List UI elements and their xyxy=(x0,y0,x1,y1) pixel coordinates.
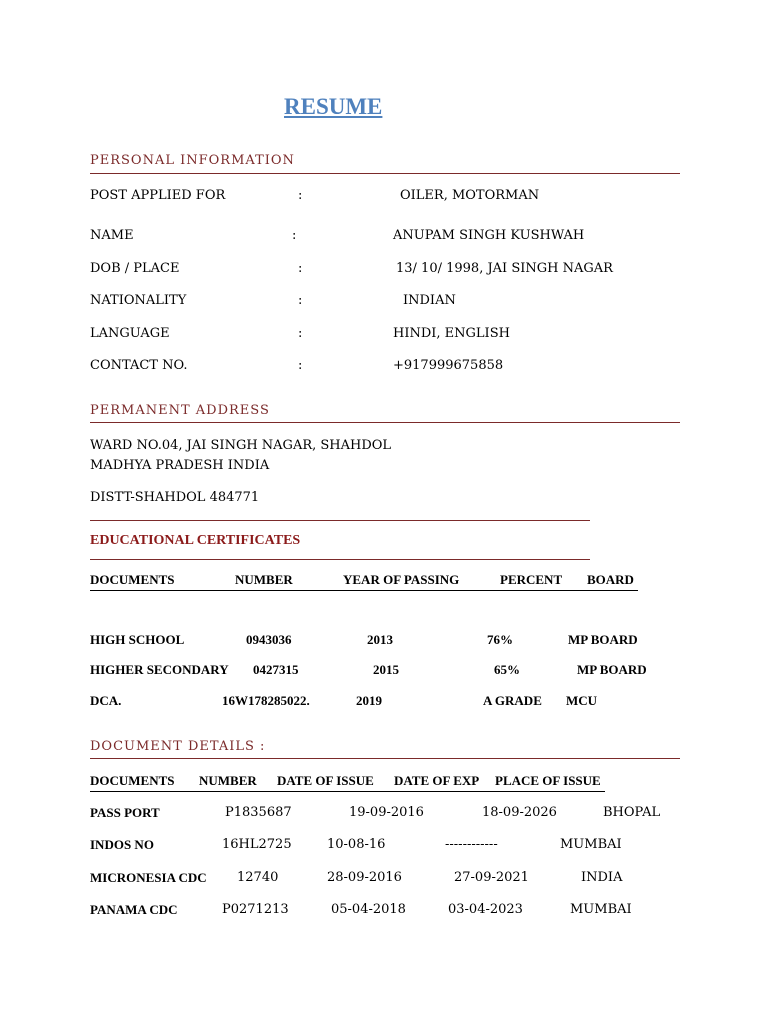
sep-nationality: : xyxy=(298,293,303,308)
edu-header-underline xyxy=(90,590,638,591)
education-heading: EDUCATIONAL CERTIFICATES xyxy=(90,533,301,548)
edu-row-2-year: 2015 xyxy=(373,662,399,677)
doc-row-2-number: 16HL2725 xyxy=(222,837,292,852)
address-heading: PERMANENT ADDRESS xyxy=(90,403,270,418)
doc-row-3-place: INDIA xyxy=(581,870,623,885)
doc-row-2-place: MUMBAI xyxy=(560,837,622,852)
edu-col-number: NUMBER xyxy=(235,572,293,587)
edu-row-3-board: MCU xyxy=(566,693,598,708)
doc-row-1-document: PASS PORT xyxy=(90,805,160,820)
document-details-heading: DOCUMENT DETAILS : xyxy=(90,739,266,754)
doc-row-4-number: P0271213 xyxy=(222,902,289,917)
doc-col-date-issue: DATE OF ISSUE xyxy=(277,773,374,788)
document-details-rule xyxy=(90,758,680,759)
label-dob-place: DOB / PLACE xyxy=(90,261,180,276)
value-dob-place: 13/ 10/ 1998, JAI SINGH NAGAR xyxy=(396,261,613,276)
value-contact: +917999675858 xyxy=(393,358,504,373)
sep-language: : xyxy=(298,326,303,341)
doc-row-1-date-exp: 18-09-2026 xyxy=(482,805,557,820)
doc-row-1-date-issue: 19-09-2016 xyxy=(349,805,424,820)
edu-row-2-percent: 65% xyxy=(494,662,520,677)
doc-col-place: PLACE OF ISSUE xyxy=(495,773,601,788)
sep-name: : xyxy=(292,228,297,243)
doc-row-4-place: MUMBAI xyxy=(570,902,632,917)
doc-row-2-document: INDOS NO xyxy=(90,837,154,852)
doc-row-4-date-exp: 03-04-2023 xyxy=(448,902,523,917)
edu-row-3-year: 2019 xyxy=(356,693,382,708)
edu-row-2-document: HIGHER SECONDARY xyxy=(90,662,229,677)
doc-row-3-document: MICRONESIA CDC xyxy=(90,870,207,885)
edu-col-year: YEAR OF PASSING xyxy=(343,572,460,587)
education-bottom-rule xyxy=(90,559,590,560)
doc-header-underline xyxy=(90,791,605,792)
education-top-rule xyxy=(90,520,590,521)
edu-col-board: BOARD xyxy=(587,572,634,587)
label-nationality: NATIONALITY xyxy=(90,293,187,308)
value-name: ANUPAM SINGH KUSHWAH xyxy=(393,228,585,243)
personal-info-rule xyxy=(90,173,680,174)
sep-contact: : xyxy=(298,358,303,373)
edu-col-documents: DOCUMENTS xyxy=(90,572,175,587)
value-nationality: INDIAN xyxy=(403,293,456,308)
edu-row-2-board: MP BOARD xyxy=(577,662,647,677)
label-name: NAME xyxy=(90,228,134,243)
edu-row-1-number: 0943036 xyxy=(246,632,292,647)
doc-col-documents: DOCUMENTS xyxy=(90,773,175,788)
sep-dob-place: : xyxy=(298,261,303,276)
doc-row-2-date-exp: ------------ xyxy=(445,837,498,852)
doc-row-4-document: PANAMA CDC xyxy=(90,902,178,917)
address-line-2: MADHYA PRADESH INDIA xyxy=(90,458,270,473)
value-language: HINDI, ENGLISH xyxy=(393,326,510,341)
address-line-3: DISTT-SHAHDOL 484771 xyxy=(90,490,260,505)
edu-row-1-percent: 76% xyxy=(487,632,513,647)
edu-row-3-grade: A GRADE xyxy=(483,693,542,708)
edu-row-1-document: HIGH SCHOOL xyxy=(90,632,185,647)
label-language: LANGUAGE xyxy=(90,326,170,341)
address-line-1: WARD NO.04, JAI SINGH NAGAR, SHAHDOL xyxy=(90,438,392,453)
personal-info-heading: PERSONAL INFORMATION xyxy=(90,153,295,168)
doc-col-date-exp: DATE OF EXP xyxy=(394,773,480,788)
doc-row-3-number: 12740 xyxy=(237,870,279,885)
doc-row-1-place: BHOPAL xyxy=(603,805,661,820)
edu-row-3-number: 16W178285022. xyxy=(222,693,310,708)
edu-row-2-number: 0427315 xyxy=(253,662,299,677)
label-contact: CONTACT NO. xyxy=(90,358,188,373)
edu-row-1-board: MP BOARD xyxy=(568,632,638,647)
doc-row-2-date-issue: 10-08-16 xyxy=(327,837,386,852)
edu-row-3-document: DCA. xyxy=(90,693,122,708)
sep-post-applied: : xyxy=(298,188,303,203)
resume-title: RESUME xyxy=(284,94,383,119)
edu-col-percent: PERCENT xyxy=(500,572,563,587)
doc-col-number: NUMBER xyxy=(199,773,257,788)
doc-row-3-date-issue: 28-09-2016 xyxy=(327,870,402,885)
doc-row-1-number: P1835687 xyxy=(225,805,292,820)
edu-row-1-year: 2013 xyxy=(367,632,393,647)
doc-row-3-date-exp: 27-09-2021 xyxy=(454,870,529,885)
value-post-applied: OILER, MOTORMAN xyxy=(400,188,540,203)
label-post-applied: POST APPLIED FOR xyxy=(90,188,226,203)
address-rule xyxy=(90,422,680,423)
doc-row-4-date-issue: 05-04-2018 xyxy=(331,902,406,917)
